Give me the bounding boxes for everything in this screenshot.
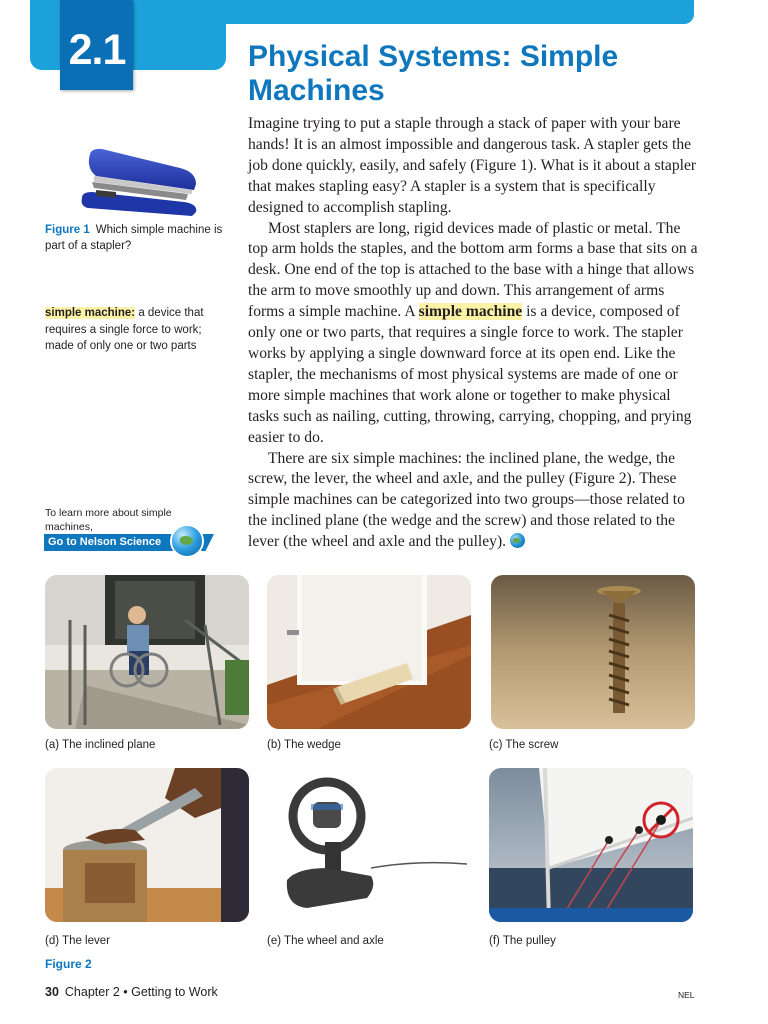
publisher-mark: NEL: [678, 990, 695, 1000]
paragraph-3-text: There are six simple machines: the inclined plane, the wedge, the screw, the lever, the wheel and axle, and the pulley (Figure 2). These simple machines can be categorized into two groups—those related to the inclined plane (the wedge and the screw) and those related to the lever (the wheel and axle and the pulley).: [248, 449, 685, 551]
inclined-plane-photo: [45, 575, 249, 729]
nelson-science-button-label[interactable]: Go to Nelson Science: [48, 536, 162, 548]
wedge-photo: [267, 575, 471, 729]
paragraph-1: Imagine trying to put a staple through a stack of paper with your bare hands! It is an almost impossible and dangerous task. A stapler gets the job done quickly, easily, and safely (Figure 1). What is it about a stapler that makes stapling easy? A stapler is a system that is specifically designed to accomplish stapling.: [248, 115, 697, 216]
figure-1-caption: [45, 222, 225, 254]
page-title: Physical Systems: Simple Machines: [248, 40, 619, 107]
figure-2-label: Figure 2: [45, 957, 92, 971]
caption-screw: (c) The screw: [489, 739, 559, 751]
lever-photo: [45, 768, 249, 922]
glossary-term: simple machine:: [45, 307, 136, 319]
paragraph-2: [248, 219, 698, 449]
wheel-and-axle-photo: [267, 768, 471, 922]
learn-more-text: To learn more about simple machines,: [45, 507, 172, 533]
caption-pulley: (f) The pulley: [489, 935, 556, 947]
paragraph-2-start: Most staplers are long, rigid devices made of plastic or metal. The top arm holds the staples, and the bottom arm forms a base that sits on a desk. One end of the top is attached to the base with a hinge that allows the arm to move smoothly up and down. This arrangement of arms forms a simple machine. A: [248, 219, 698, 321]
section-number: 2.1: [68, 26, 126, 74]
screw-photo: [491, 575, 695, 729]
caption-wheel-and-axle: (e) The wheel and axle: [267, 935, 384, 947]
paragraph-3: [248, 449, 698, 554]
figure-1-caption-text: Which simple machine is part of a stapler?: [45, 224, 223, 252]
web-link-globe-icon[interactable]: [510, 533, 525, 548]
stapler-image: [76, 146, 200, 218]
page-number: 30: [45, 985, 59, 999]
globe-icon[interactable]: [172, 526, 202, 556]
glossary-text: a device that requires a single force to work; made of only one or two parts: [45, 307, 204, 352]
figure-1-label: Figure 1: [45, 224, 90, 236]
chapter-title: Chapter 2 • Getting to Work: [64, 985, 218, 999]
pulley-photo: [489, 768, 693, 922]
paragraph-2-end: is a device, composed of only one or two parts, that requires a single force to work. The stapler works by applying a single downward force at its open end. Like the stapler, the mechanisms of most physical systems are made of one or more simple machines that work alone or together to make physical tasks such as nailing, cutting, throwing, carrying, chopping, and prying easier to do.: [248, 303, 692, 446]
caption-wedge: (b) The wedge: [267, 739, 341, 751]
caption-inclined-plane: (a) The inclined plane: [45, 739, 156, 751]
caption-lever: (d) The lever: [45, 935, 110, 947]
body-text: [248, 114, 698, 553]
page-footer: [45, 985, 218, 999]
glossary-definition: [45, 305, 220, 355]
simple-machine-term: simple machine: [418, 303, 523, 321]
